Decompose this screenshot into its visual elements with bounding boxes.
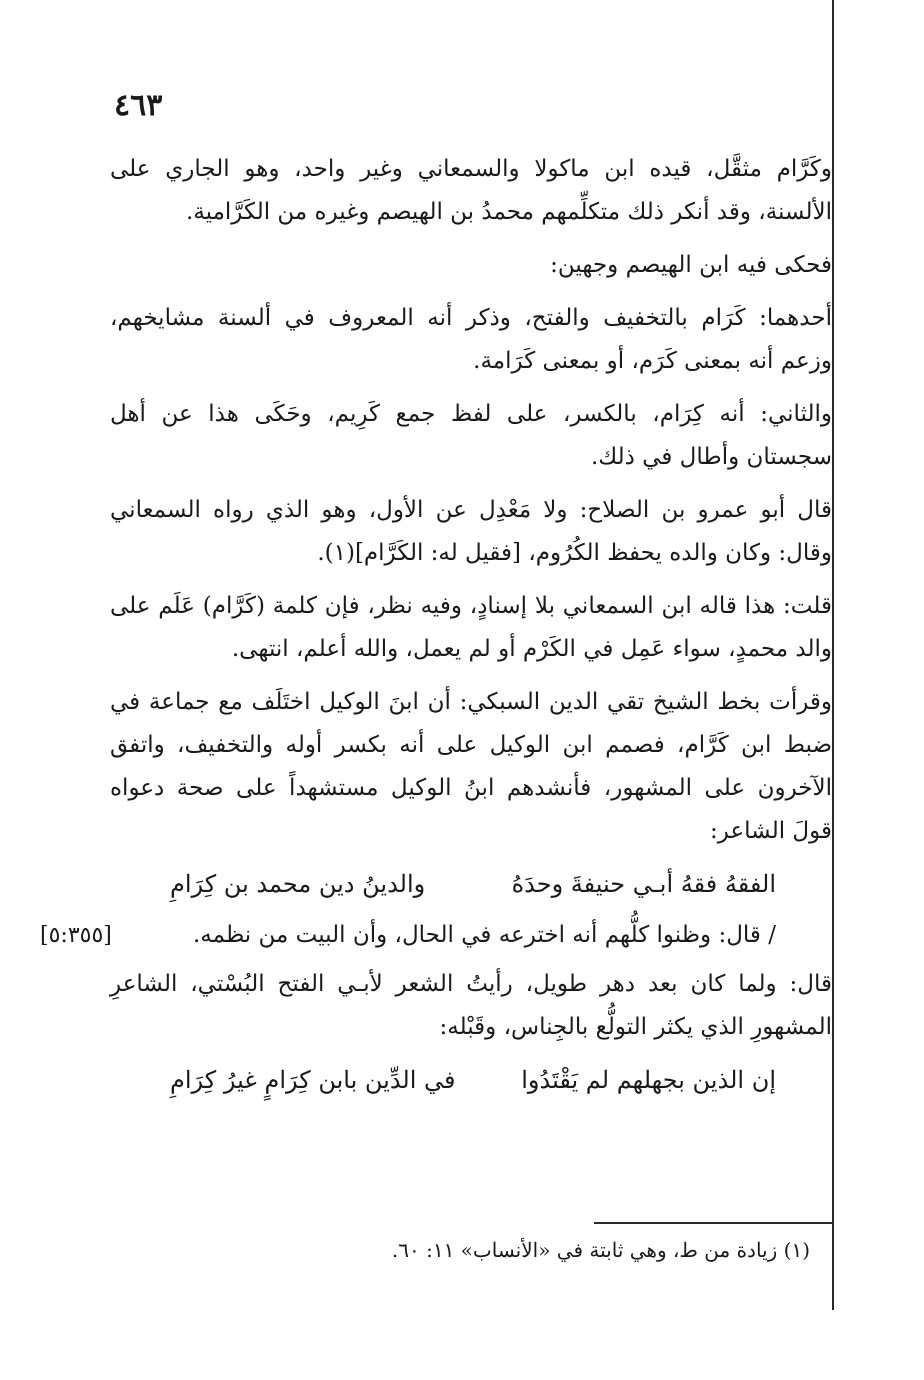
paragraph-4: والثاني: أنه كِرَام، بالكسر، على لفظ جمع كَرِيم، وحَكَى هذا عن أهل سجستان وأطال في ذلك. [110,401,832,470]
verse-2 [110,1059,832,1102]
verse-2-first-hemistich: إن الذين بجهلهم لم يَقْتَدُوا [521,1066,776,1094]
footnote: (١) زيادة من ط، وهي ثابتة في «الأنساب» ١١: ٦٠. [391,1238,810,1262]
verse-2-second-hemistich: في الدِّين بابن كِرَامٍ غيرُ كِرَامِ [170,1066,456,1094]
verse-1 [110,863,832,906]
paragraph-8: قال: ولما كان بعد دهر طويل، رأيتُ الشعر لأبـي الفتح البُسْتي، الشاعرِ المشهورِ الذي يكثر التولُّع بالجِناس، وقَبْله: [110,971,832,1040]
main-text [40,148,832,1110]
paragraph-7: وقرأت بخط الشيخ تقي الدين السبكي: أن ابنَ الوكيل اختَلَف مع جماعة في ضبط ابن كَرَّام، فصمم ابن الوكيل على أنه بكسر أوله والتخفيف، واتفق الآخرون على المشهور، فأنشدهم ابنُ الوكيل مستشهداً على صحة دعواه قولَ الشاعر: [110,689,832,844]
margin-rule [832,0,834,1310]
paragraph-3: أحدهما: كَرَام بالتخفيف والفتح، وذكر أنه المعروف في ألسنة مشايخهم، وزعم أنه بمعنى كَرَم، أو بمعنى كَرَامة. [110,305,832,374]
verse-1-second-hemistich: والدينُ دين محمد بن كِرَامِ [170,870,426,898]
footnote-divider [594,1222,832,1224]
side-reference: [٥:٣٥٥] [40,923,112,948]
verse-1-first-hemistich: الفقهُ فقهُ أبـي حنيفةَ وحدَهُ [511,870,776,898]
quote-line [40,914,832,957]
paragraph-2: فحكى فيه ابن الهيصم وجهين: [550,252,832,278]
paragraph-5: قال أبو عمرو بن الصلاح: ولا مَعْدِل عن الأول، وهو الذي رواه السمعاني وقال: وكان والده يحفظ الكُرُوم، [فقيل له: الكَرَّام](١). [110,497,832,566]
paragraph-1: وكَرَّام مثقَّل، قيده ابن ماكولا والسمعاني وغير واحد، وهو الجاري على الألسنة، وقد أنكر ذلك متكلِّمهم محمدُ بن الهيصم وغيره من الكَرَّامية. [110,156,832,225]
quote-line-text: / قال: وظنوا كلُّهم أنه اخترعه في الحال، وأن البيت من نظمه. [193,922,776,948]
page-number: ٤٦٣ [114,88,163,123]
paragraph-6: قلت: هذا قاله ابن السمعاني بلا إسنادٍ، وفيه نظر، فإن كلمة (كَرَّام) عَلَم على والد محمدٍ، سواء عَمِل في الكَرْم أو لم يعمل، والله أعلم، انتهى. [110,593,832,662]
